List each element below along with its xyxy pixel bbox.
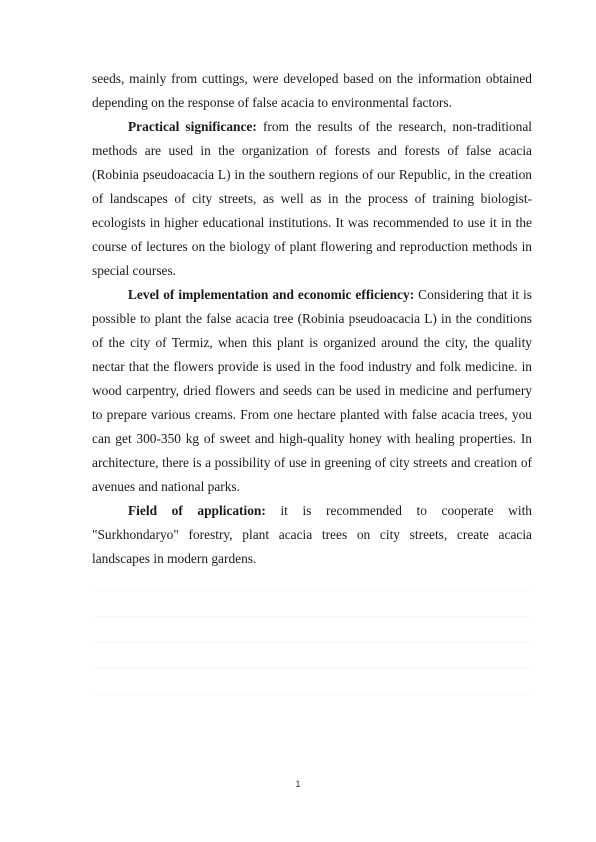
paragraph-body: seeds, mainly from cuttings, were developed based on the information obtained depending on the response of false acacia to environmental factors. <box>92 71 532 110</box>
paragraph-practical-significance <box>92 115 532 283</box>
paragraph-continuation <box>92 67 532 115</box>
divider <box>92 642 532 643</box>
paragraph-heading: Practical significance: <box>128 119 257 134</box>
divider <box>92 616 532 617</box>
page-number: 1 <box>295 779 301 789</box>
divider <box>92 668 532 669</box>
paragraph-body: it is recommended to cooperate with "Surkhondaryo" forestry, plant acacia trees on city streets, create acacia landscapes in modern gardens. <box>92 503 532 566</box>
paragraph-heading: Field of application: <box>128 503 266 518</box>
divider <box>92 590 532 591</box>
blank-ruled-area <box>92 590 532 720</box>
divider <box>92 694 532 695</box>
paragraph-body: from the results of the research, non-traditional methods are used in the organization of forests and forests of false acacia (Robinia pseudoacacia L) in the southern regions of our Republic, in the creation of landscapes of city streets, as well as in the process of training biologist-ecologists in higher educational institutions. It was recommended to use it in the course of lectures on the biology of plant flowering and reproduction methods in special courses. <box>92 119 532 278</box>
body-text <box>92 67 532 571</box>
paragraph-field-of-application <box>92 499 532 571</box>
paragraph-body: Considering that it is possible to plant the false acacia tree (Robinia pseudoacacia L) in the conditions of the city of Termiz, when this plant is organized around the city, the quality nectar that the flowers provide is used in the food industry and folk medicine. in wood carpentry, dried flowers and seeds can be used in medicine and perfumery to prepare various creams. From one hectare planted with false acacia trees, you can get 300-350 kg of sweet and high-quality honey with healing properties. In architecture, there is a possibility of use in greening of city streets and creation of avenues and national parks. <box>92 287 532 494</box>
paragraph-heading: Level of implementation and economic efficiency: <box>128 287 415 302</box>
paragraph-implementation-level <box>92 283 532 499</box>
